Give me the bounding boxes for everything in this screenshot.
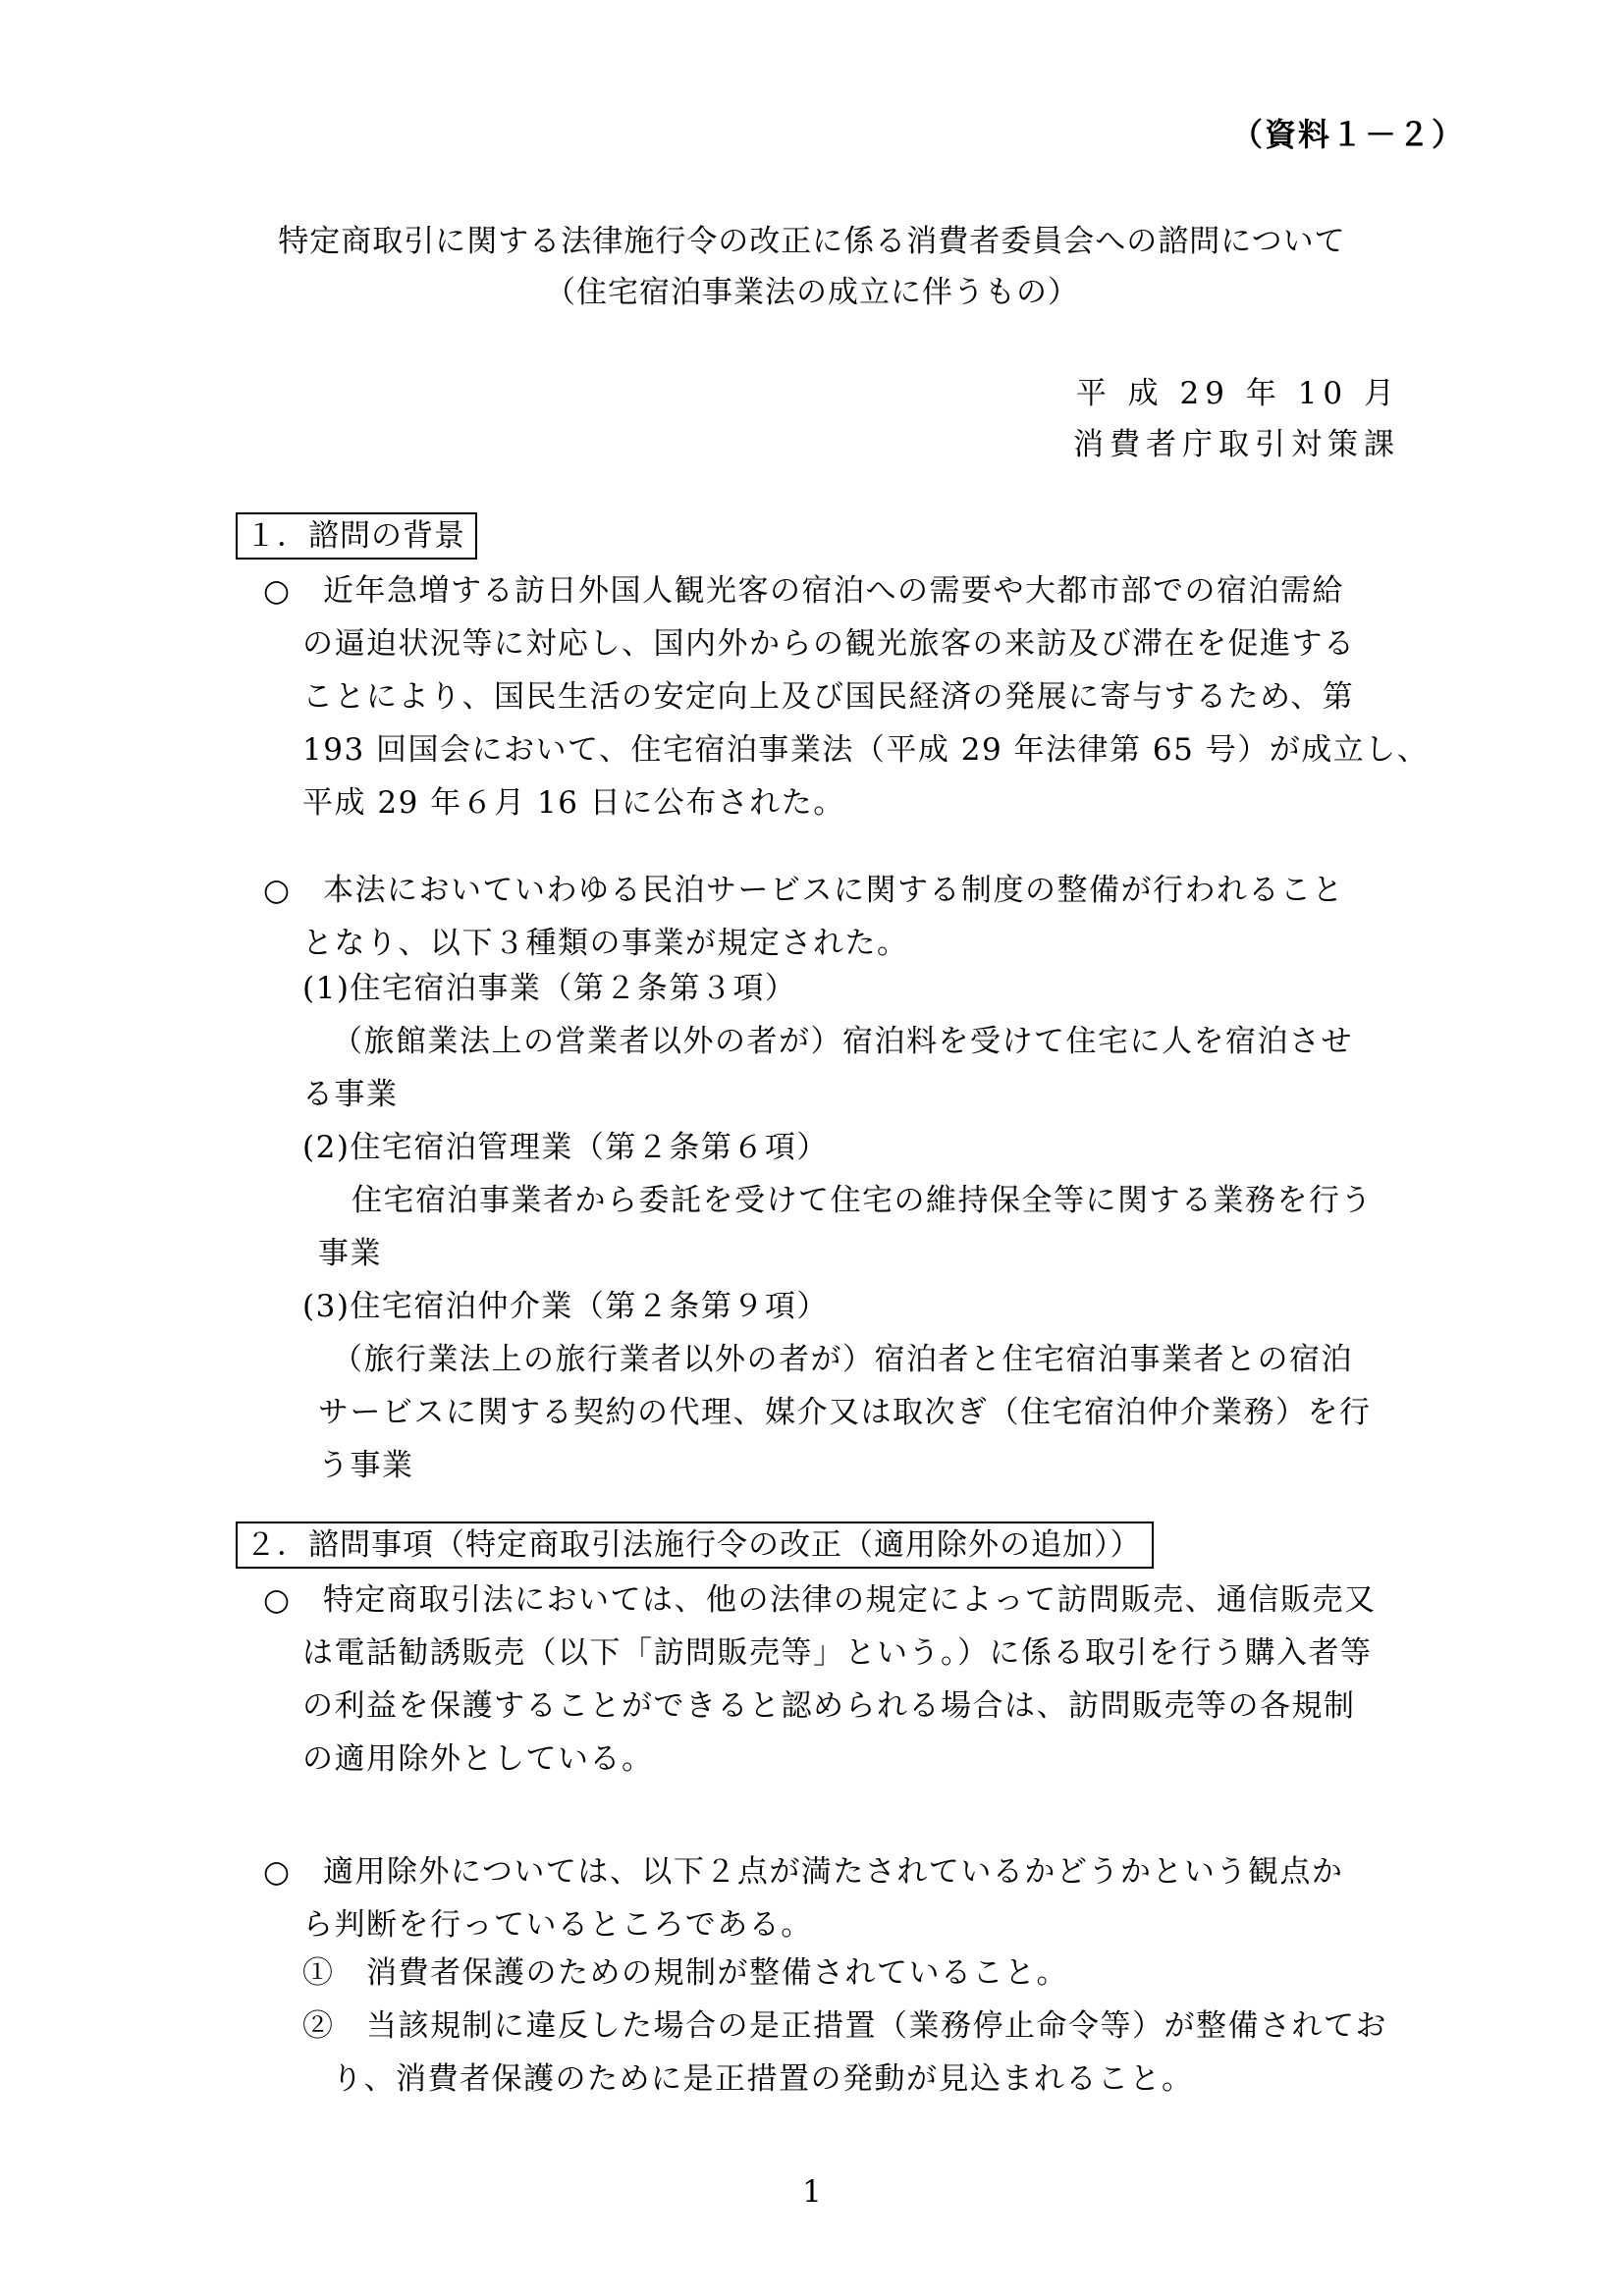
paragraph-line: ○ 本法においていわゆる民泊サービスに関する制度の整備が行われること	[263, 873, 1345, 908]
paragraph-line: ○ 近年急増する訪日外国人観光客の宿泊への需要や大都市部での宿泊需給	[263, 573, 1345, 609]
paragraph-line: の利益を保護することができると認められる場合は、訪問販売等の各規制	[302, 1688, 1356, 1724]
paragraph-line: は電話勧誘販売（以下「訪問販売等」という。）に係る取引を行う購入者等	[302, 1635, 1373, 1671]
criteria-list	[263, 1947, 1412, 2106]
section-2-paragraph-2	[263, 1845, 1412, 1951]
business-type-desc: 住宅宿泊事業者から委託を受けて住宅の維持保全等に関する業務を行う	[352, 1183, 1373, 1218]
paragraph-line: ことにより、国民生活の安定向上及び国民経済の発展に寄与するため、第	[302, 679, 1355, 715]
paragraph-line: となり、以下３種類の事業が規定された。	[302, 926, 909, 961]
business-type-desc: 事業	[318, 1236, 382, 1271]
section-2-paragraph-1	[263, 1574, 1412, 1786]
date-issuer-block	[1073, 368, 1400, 470]
title-line-1: 特定商取引に関する法律施行令の改正に係る消費者委員会への諮問について	[278, 224, 1346, 259]
business-type-title: (1)住宅宿泊事業（第２条第３項）	[302, 971, 797, 1006]
section-1-heading: １．諮問の背景	[236, 512, 477, 560]
document-label: （資料１－２）	[1230, 116, 1465, 153]
business-type-desc: る事業	[302, 1077, 399, 1112]
paragraph-line: ら判断を行っているところである。	[302, 1907, 813, 1943]
business-type-list	[263, 962, 1412, 1492]
paragraph-line: 193 回国会において、住宅宿泊事業法（平成 29 年法律第 65 号）が成立し、	[302, 732, 1430, 768]
document-date: 平 成 29 年 10 月	[1075, 376, 1400, 411]
title-line-2: （住宅宿泊事業法の成立に伴うもの）	[545, 275, 1079, 310]
business-type-desc: サービスに関する契約の代理、媒介又は取次ぎ（住宅宿泊仲介業務）を行	[318, 1395, 1372, 1430]
paragraph-line: ○ 適用除外については、以下２点が満たされているかどうかという観点か	[263, 1854, 1344, 1890]
page-number: 1	[802, 2174, 822, 2210]
business-type-desc: （旅行業法上の旅行業者以外の者が）宿泊者と住宅宿泊事業者との宿泊	[332, 1342, 1353, 1377]
business-type-title: (2)住宅宿泊管理業（第２条第６項）	[302, 1130, 829, 1165]
business-type-title: (3)住宅宿泊仲介業（第２条第９項）	[302, 1289, 829, 1324]
document-title	[0, 216, 1624, 318]
paragraph-line: ○ 特定商取引法においては、他の法律の規定によって訪問販売、通信販売又	[263, 1582, 1377, 1618]
issuer-name: 消費者庁取引対策課	[1073, 427, 1400, 462]
paragraph-line: の適用除外としている。	[302, 1741, 654, 1777]
section-1-paragraph-2	[263, 864, 1412, 970]
criterion-item: ② 当該規制に違反した場合の是正措置（業務停止命令等）が整備されてお	[302, 2008, 1387, 2044]
criterion-item-continued: り、消費者保護のために是正措置の発動が見込まれること。	[332, 2061, 1194, 2097]
business-type-desc: （旅館業法上の営業者以外の者が）宿泊料を受けて住宅に人を宿泊させ	[332, 1024, 1353, 1059]
section-1-paragraph-1	[263, 564, 1430, 829]
section-2-heading: ２．諮問事項（特定商取引法施行令の改正（適用除外の追加））	[236, 1522, 1154, 1569]
criterion-item: ① 消費者保護のための規制が整備されていること。	[302, 1955, 1068, 1991]
business-type-desc: う事業	[318, 1448, 414, 1483]
paragraph-line: 平成 29 年６月 16 日に公布された。	[302, 785, 845, 821]
paragraph-line: の逼迫状況等に対応し、国内外からの観光旅客の来訪及び滞在を促進する	[302, 626, 1356, 662]
